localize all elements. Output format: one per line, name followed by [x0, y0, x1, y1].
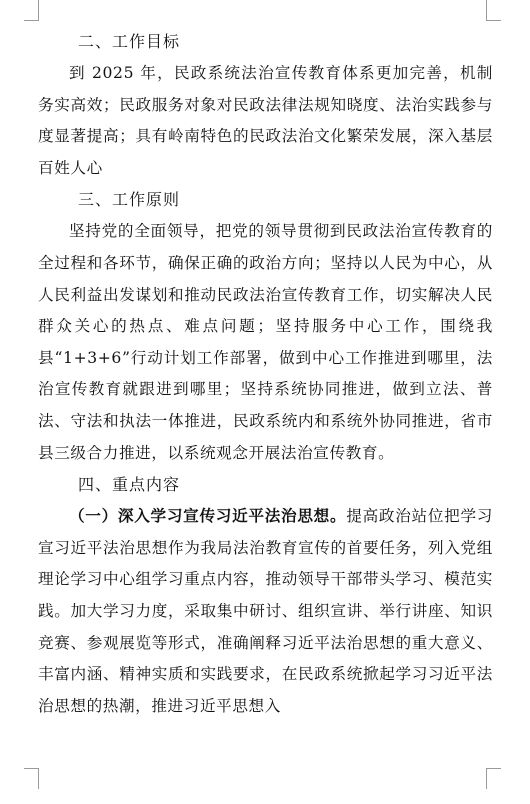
section-heading-goals: 二、工作目标 [78, 32, 181, 51]
crop-mark-top-left [24, 0, 39, 21]
subsection-text: 提高政治站位把学习宣习近平法治思想作为我局法治教育宣传的首要任务，列入党组理论学习中心组学习重点内容，推动领导干部带头学习、模范实践。加大学习力度，采取集中研讨、组织宣讲、举行讲座、知识竞赛、参观展览等形式，准确阐释习近平法治思想的重大意义、丰富内涵、精神实质和实践要求，在民政系统掀起学习习近平法治思想的热潮，推进习近平思想入 [38, 507, 494, 715]
subsection-title-bold: （一）深入学习宣传习近平法治思想。 [69, 507, 347, 526]
crop-mark-top-right [486, 0, 501, 21]
crop-mark-bottom-left [24, 768, 39, 789]
document-body [38, 26, 493, 722]
section-heading-key-content: 四、重点内容 [78, 475, 181, 495]
section-paragraph-goals: 到 2025 年，民政系统法治宣传教育体系更加完善，机制务实高效；民政服务对象对民政法律法规知晓度、法治实践参与度显著提高；具有岭南特色的民政法治文化繁荣发展，深入基层百姓人心 [38, 64, 493, 177]
section-heading-principles: 三、工作原则 [78, 190, 181, 210]
crop-mark-bottom-right [486, 768, 501, 789]
section-paragraph-key-content [38, 501, 493, 722]
section-paragraph-principles: 坚持党的全面领导，把党的领导贯彻到民政法治宣传教育的全过程和各环节，确保正确的政治方向；坚持以人民为中心，从人民利益出发谋划和推动民政法治宣传教育工作，切实解决人民群众关心的热点、难点问题；坚持服务中心工作，围绕我县“1+3+6”行动计划工作部署，做到中心工作推进到哪里，法治宣传教育就跟进到哪里；坚持系统协同推进，做到立法、普法、守法和执法一体推进，民政系统内和系统外协同推进，省市县三级合力推进，以系统观念开展法治宣传教育。 [38, 222, 493, 462]
